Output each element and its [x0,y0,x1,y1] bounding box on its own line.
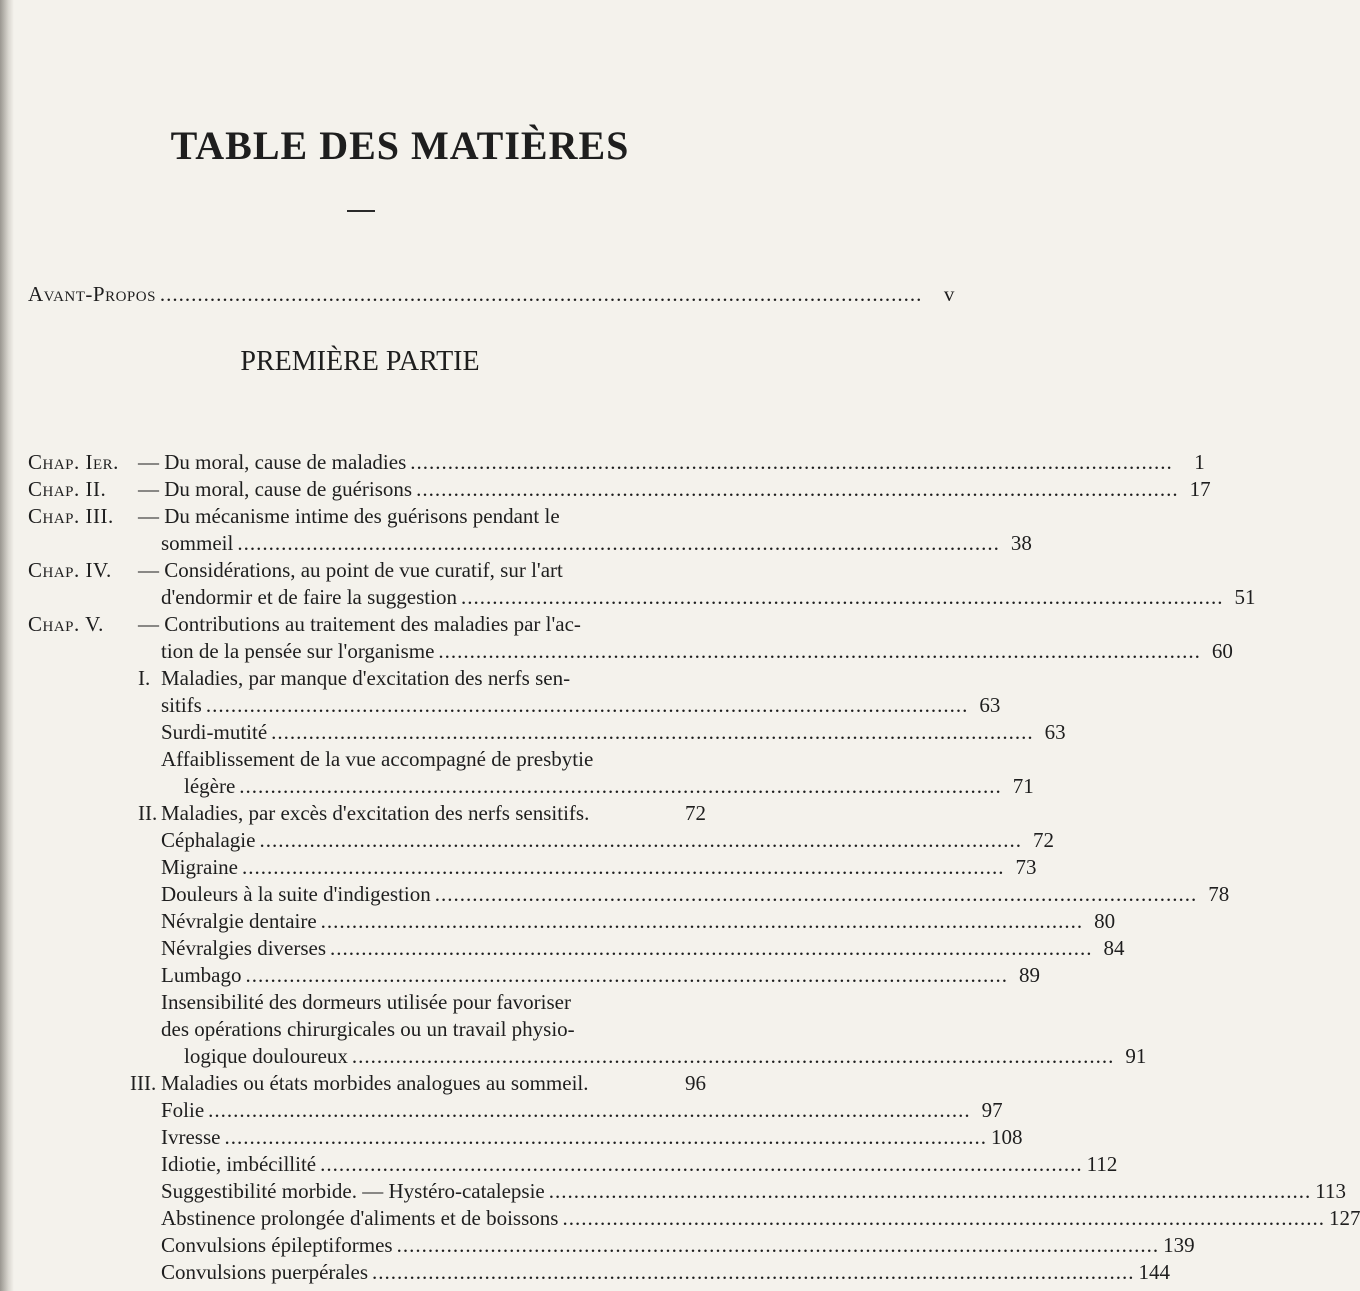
entry-text: Maladies, par excès d'excitation des nerfs sensitifs. [161,801,590,825]
section-number: I. [138,666,151,690]
entry-text: Convulsions épileptiformes [161,1233,393,1257]
page-edge-shadow [0,0,14,1291]
dot-leader: .......................................................................................................................... [548,1179,1312,1203]
entry-text: sommeil [161,531,234,555]
page-number: 108 [990,1125,1023,1149]
toc-entry-ivresse[interactable] [161,1123,1023,1151]
dot-leader: .......................................................................................................................... [271,720,1034,744]
page-number: 17 [1189,477,1211,501]
entry-text: Ivresse [161,1125,221,1149]
page-number: 60 [1211,639,1233,663]
entry-text-line: des opérations chirurgicales ou un travail physio- [161,1017,575,1041]
entry-text: Névralgies diverses [161,936,327,960]
toc-entry-section-3[interactable] [161,1069,706,1097]
dot-leader: .......................................................................................................................... [239,774,1002,798]
toc-entry-chapter-4[interactable] [161,583,1256,611]
dot-leader: .......................................................................................................................... [241,855,1005,879]
entry-text: Surdi-mutité [161,720,268,744]
page-number: 71 [1012,774,1034,798]
entry-text: logique douloureux [184,1044,348,1068]
page-number: 144 [1138,1260,1171,1284]
entry-text-line: — Considérations, au point de vue curatif, sur l'art [138,558,563,582]
dot-leader: .......................................................................................................................... [562,1206,1325,1230]
entry-text: Folie [161,1098,205,1122]
title-divider [347,210,375,212]
page-number: 139 [1163,1233,1195,1257]
entry-text: Douleurs à la suite d'indigestion [161,882,431,906]
page-number: 113 [1315,1179,1346,1203]
toc-entry-section-2[interactable] [161,799,706,827]
chapter-label: Chap. V. [28,612,104,636]
toc-entry-insensibilite[interactable] [184,1042,1147,1070]
page-number: 84 [1103,936,1125,960]
toc-entry-chapter-3[interactable] [161,529,1032,557]
entry-text: d'endormir et de faire la suggestion [161,585,457,609]
page-number: 89 [1018,963,1040,987]
entry-text: Céphalagie [161,828,256,852]
entry-text: tion de la pensée sur l'organisme [161,639,435,663]
entry-text: Lumbago [161,963,242,987]
page-number: 80 [1094,909,1116,933]
dot-leader: .......................................................................................................................... [330,936,1093,960]
dot-leader: .......................................................................................................................... [434,882,1198,906]
page-number: 97 [981,1098,1003,1122]
chapter-label: Chap. III. [28,504,114,528]
toc-entry-chapter-5[interactable] [161,637,1233,665]
entry-text: sitifs [161,693,202,717]
dot-leader: .......................................................................................................................... [460,585,1224,609]
toc-entry-affaiblissement[interactable] [184,772,1034,800]
page-number: 78 [1208,882,1230,906]
entry-label: Avant-Propos [28,282,156,306]
entry-text-line: — Du mécanisme intime des guérisons pendant le [138,504,560,528]
toc-entry-chapter-1[interactable] [138,448,1205,476]
page-number: 72 [685,801,706,825]
page-number: 73 [1015,855,1037,879]
section-number: III. [130,1071,157,1095]
toc-entry-idiotie[interactable] [161,1150,1118,1178]
toc-entry-suggestibilite[interactable] [161,1177,1346,1205]
dot-leader: .......................................................................................................................... [396,1233,1160,1257]
entry-text: légère [184,774,236,798]
page-number: 91 [1125,1044,1147,1068]
dot-leader: .......................................................................................................................... [438,639,1201,663]
entry-text: Migraine [161,855,238,879]
toc-entry-convulsions-epileptiformes[interactable] [161,1231,1195,1259]
entry-text: — Du moral, cause de maladies [138,450,407,474]
part-heading: PREMIÈRE PARTIE [240,346,480,377]
dot-leader: .......................................................................................................................... [237,531,1000,555]
entry-text-line: Affaiblissement de la vue accompagné de presbytie [161,747,594,771]
page-number: v [943,282,955,306]
toc-entry-migraine[interactable] [161,853,1037,881]
entry-text-line: — Contributions au traitement des maladies par l'ac- [138,612,581,636]
page-number: 127 [1328,1206,1360,1230]
page-number: 72 [1032,828,1054,852]
page-number: 63 [1044,720,1066,744]
entry-text: Idiotie, imbécillité [161,1152,317,1176]
entry-text: Convulsions puerpérales [161,1260,369,1284]
toc-entry-douleurs[interactable] [161,880,1230,908]
dot-leader: .......................................................................................................................... [208,1098,971,1122]
page-number: 96 [685,1071,706,1095]
entry-text: — Du moral, cause de guérisons [138,477,413,501]
entry-text: Abstinence prolongée d'aliments et de boissons [161,1206,559,1230]
toc-entry-abstinence[interactable] [161,1204,1360,1232]
toc-entry-lumbago[interactable] [161,961,1040,989]
toc-entry-convulsions-puerperales[interactable] [161,1258,1171,1286]
dot-leader: .......................................................................................................................... [416,477,1179,501]
toc-entry-avant-propos[interactable] [28,280,955,308]
page-number: 38 [1010,531,1032,555]
dot-leader: .......................................................................................................................... [224,1125,987,1149]
page-number: 51 [1234,585,1256,609]
chapter-label: Chap. IV. [28,558,112,582]
dot-leader: .......................................................................................................................... [410,450,1173,474]
dot-leader: .......................................................................................................................... [159,282,923,306]
section-number: II. [138,801,158,825]
toc-entry-nevralgies-diverses[interactable] [161,934,1125,962]
page-title: TABLE DES MATIÈRES [170,123,630,168]
dot-leader: .......................................................................................................................... [320,909,1084,933]
chapter-label: Chap. II. [28,477,107,501]
page-number: 63 [979,693,1001,717]
entry-text-line: Insensibilité des dormeurs utilisée pour favoriser [161,990,571,1014]
toc-entry-nevralgie-dentaire[interactable] [161,907,1116,935]
dot-leader: .......................................................................................................................... [259,828,1022,852]
toc-entry-folie[interactable] [161,1096,1003,1124]
dot-leader: .......................................................................................................................... [205,693,969,717]
toc-entry-chapter-2[interactable] [138,475,1211,503]
entry-text: Suggestibilité morbide. — Hystéro-catalepsie [161,1179,545,1203]
page-number: 1 [1194,450,1205,474]
dot-leader: .......................................................................................................................... [351,1044,1115,1068]
entry-text: Névralgie dentaire [161,909,317,933]
toc-entry-section-1[interactable] [161,691,1001,719]
entry-text-line: Maladies, par manque d'excitation des nerfs sen- [161,666,571,690]
page-number: 112 [1086,1152,1118,1176]
toc-entry-surdi-mutite[interactable] [161,718,1066,746]
entry-text: Maladies ou états morbides analogues au sommeil. [161,1071,589,1095]
chapter-label: Chap. Ier. [28,450,119,474]
dot-leader: .......................................................................................................................... [372,1260,1135,1284]
dot-leader: .......................................................................................................................... [320,1152,1083,1176]
toc-entry-cephalagie[interactable] [161,826,1054,854]
dot-leader: .......................................................................................................................... [245,963,1008,987]
